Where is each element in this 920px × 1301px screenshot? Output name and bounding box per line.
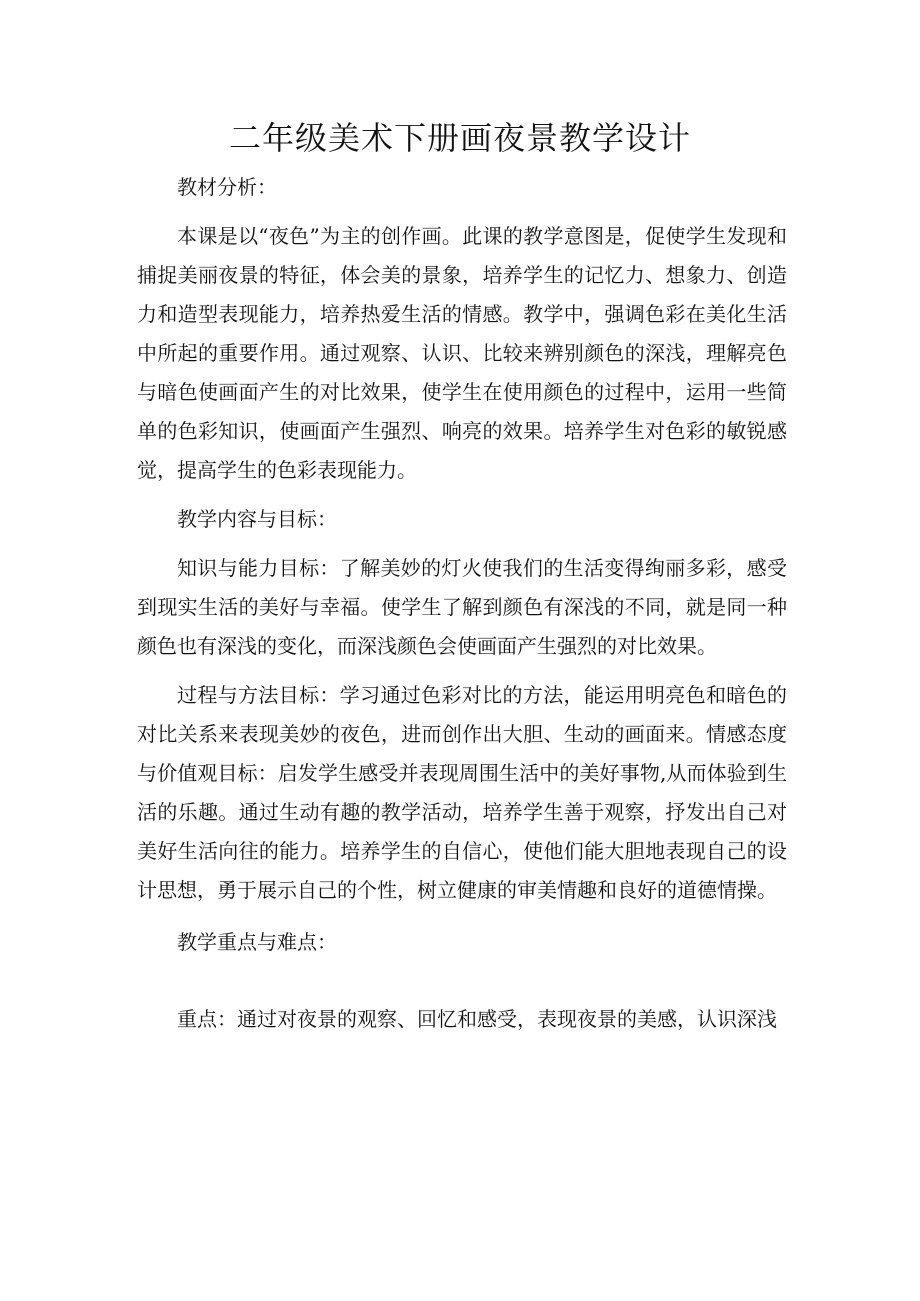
section-heading-material-analysis: 教材分析： — [177, 175, 277, 199]
paragraph-process-method-goal: 过程与方法目标：学习通过色彩对比的方法，能运用明亮色和暗色的对比关系来表现美妙的夜色，进而创作出大胆、生动的画面来。情感态度与价值观目标：启发学生感受并表现周围生活中的美好事物,从而体验到生活的乐趣。通过生动有趣的教学活动，培养学生善于观察，抒发出自己对美好生活向往的能力。培养学生的自信心，使他们能大胆地表现自己的设计思想，勇于展示自己的个性，树立健康的审美情趣和良好的道德情操。 — [137, 683, 787, 902]
section-heading-content-goals: 教学内容与目标： — [177, 507, 337, 531]
document-title: 二年级美术下册画夜景教学设计 — [228, 119, 691, 157]
section-heading-key-difficult-points: 教学重点与难点： — [177, 930, 337, 954]
paragraph-knowledge-goal: 知识与能力目标：了解美妙的灯火使我们的生活变得绚丽多彩，感受到现实生活的美好与幸福。使学生了解到颜色有深浅的不同，就是同一种颜色也有深浅的变化，而深浅颜色会使画面产生强烈的对比效果。 — [137, 556, 787, 658]
paragraph-material-analysis: 本课是以“夜色”为主的创作画。此课的教学意图是，促使学生发现和捕捉美丽夜景的特征，体会美的景象，培养学生的记忆力、想象力、创造力和造型表现能力，培养热爱生活的情感。教学中，强调色彩在美化生活中所起的重要作用。通过观察、认识、比较来辨别颜色的深浅，理解亮色与暗色使画面产生的对比效果，使学生在使用颜色的过程中，运用一些简单的色彩知识，使画面产生强烈、响亮的效果。培养学生对色彩的敏锐感觉，提高学生的色彩表现能力。 — [137, 224, 787, 482]
document-body — [137, 168, 787, 1039]
paragraph-key-points: 重点：通过对夜景的观察、回忆和感受，表现夜景的美感，认识深浅 — [177, 1007, 777, 1031]
